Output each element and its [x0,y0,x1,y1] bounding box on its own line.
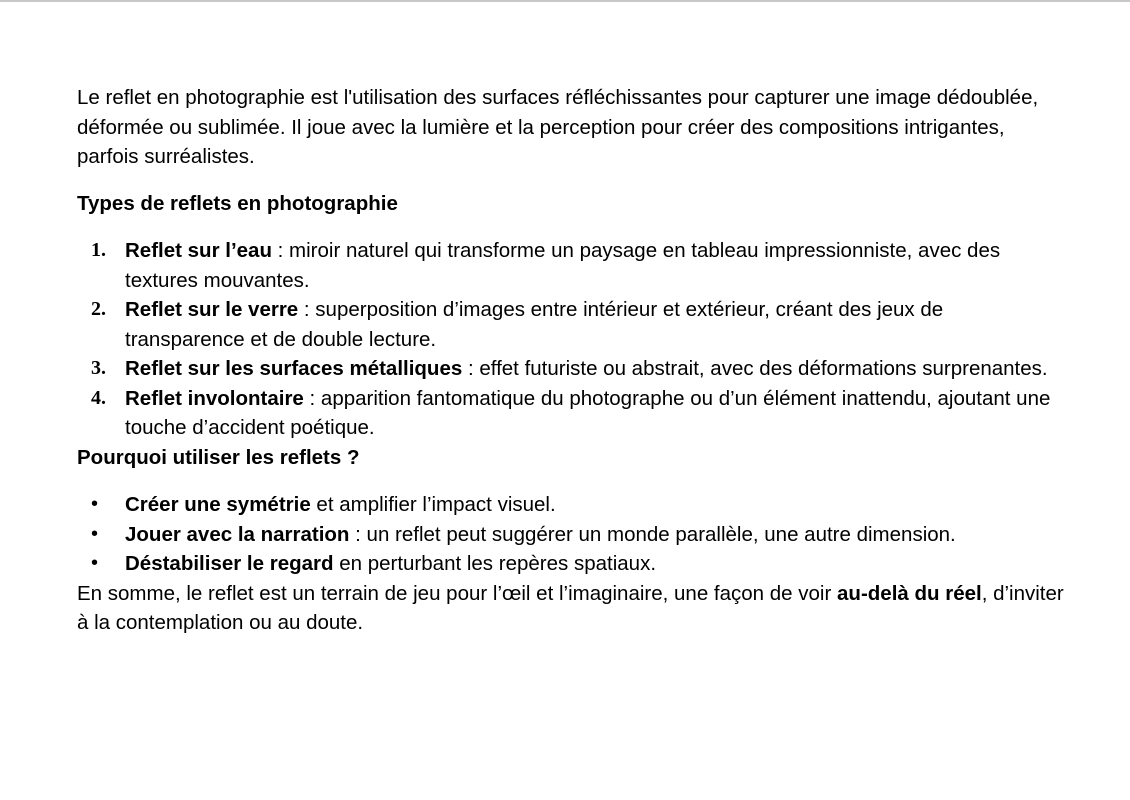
list-item [77,236,1067,295]
list-item-term: Reflet sur le verre [125,298,299,321]
list-item-term: Reflet sur les surfaces métalliques [125,357,463,380]
list-item-text: : un reflet peut suggérer un monde parallèle, une autre dimension. [349,522,956,546]
list-number: 1. [91,239,106,261]
list-item-term: Jouer avec la narration [125,522,350,546]
section-heading-why: Pourquoi utiliser les reflets ? [77,445,360,469]
list-number: 3. [91,357,106,379]
conclusion-text-end: , d’inviter à la contemplation ou au doute. [77,581,1064,634]
conclusion-paragraph [77,579,1067,638]
list-item [77,549,1067,579]
list-item-text: en perturbant les repères spatiaux. [333,552,657,575]
bullet-icon: • [91,552,99,574]
intro-paragraph: Le reflet en photographie est l'utilisation des surfaces réfléchissantes pour capturer une image dédoublée, déformée ou sublimée. Il joue avec la lumière et la perception pour créer des compositions intrigantes, parfois surréalistes. [77,86,1039,168]
bullet-icon: • [91,522,99,545]
list-item [77,490,1067,520]
types-list [77,236,1067,443]
list-item [77,384,1067,443]
list-item-term: Reflet involontaire [125,386,304,410]
conclusion-text-start: En somme, le reflet est un terrain de jeu pour l’œil et l’imaginaire, une façon de voir [77,581,838,605]
section-heading-types: Types de reflets en photographie [77,191,398,215]
document-body [77,83,1067,638]
list-item-text: : apparition fantomatique du photographe ou d’un élément inattendu, ajoutant une touche d’accident poétique. [125,386,1051,439]
list-item [77,354,1067,384]
list-item [77,295,1067,354]
list-item-term: Déstabiliser le regard [125,552,334,575]
conclusion-emphasis: au-delà du réel [837,581,982,605]
bullet-icon: • [91,493,99,515]
list-item-term: Reflet sur l’eau [125,239,272,262]
list-number: 2. [91,298,106,320]
list-item-text: : superposition d’images entre intérieur et extérieur, créant des jeux de transparence et de double lecture. [125,298,944,351]
list-item-term: Créer une symétrie [125,493,311,516]
list-item [77,520,1067,550]
list-number: 4. [91,386,106,409]
list-item-text: : miroir naturel qui transforme un paysage en tableau impressionniste, avec des textures mouvantes. [125,239,1001,292]
list-item-text: et amplifier l’impact visuel. [310,493,556,516]
list-item-text: : effet futuriste ou abstrait, avec des déformations surprenantes. [462,357,1048,380]
reasons-list [77,490,1067,579]
